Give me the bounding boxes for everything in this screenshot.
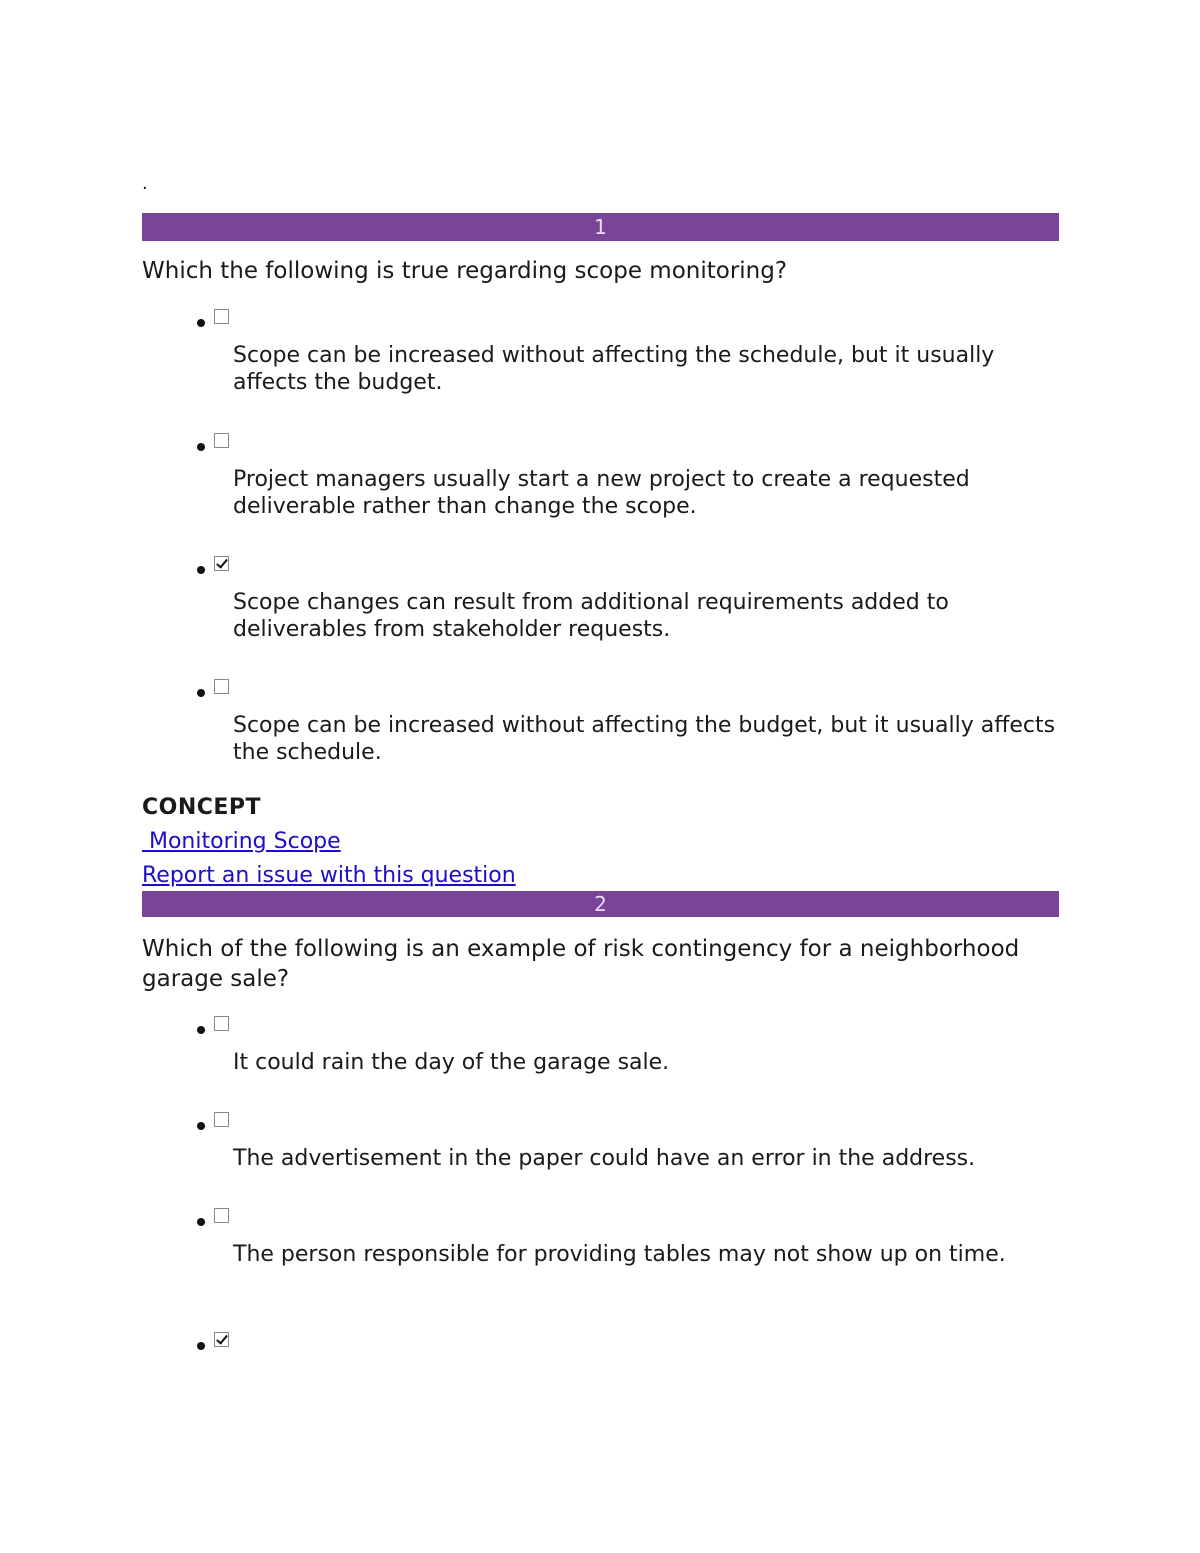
question-text: Which the following is true regarding scope monitoring? bbox=[142, 258, 788, 284]
report-issue-link[interactable]: Report an issue with this question bbox=[142, 863, 516, 888]
answer-option-text: Scope changes can result from additional requirements added to deliverables from stakeholder requests. bbox=[233, 590, 949, 642]
bullet-icon bbox=[197, 689, 205, 697]
checkbox-unchecked-icon[interactable] bbox=[214, 309, 229, 324]
checkbox-unchecked-icon[interactable] bbox=[214, 1016, 229, 1031]
answer-option-text: It could rain the day of the garage sale. bbox=[233, 1050, 670, 1075]
page-mark: . bbox=[142, 173, 148, 194]
bullet-icon bbox=[197, 319, 205, 327]
answer-option-text: Scope can be increased without affecting the budget, but it usually affects the schedule. bbox=[233, 713, 1056, 765]
bullet-icon bbox=[197, 566, 205, 574]
concept-link[interactable]: Monitoring Scope bbox=[142, 829, 341, 854]
bullet-icon bbox=[197, 443, 205, 451]
answer-option-text: The advertisement in the paper could have an error in the address. bbox=[233, 1146, 976, 1171]
answer-option-text: The person responsible for providing tables may not show up on time. bbox=[233, 1242, 1006, 1267]
answer-option-text: Scope can be increased without affecting the schedule, but it usually affects the budget. bbox=[233, 343, 995, 395]
checkbox-unchecked-icon[interactable] bbox=[214, 433, 229, 448]
checkbox-unchecked-icon[interactable] bbox=[214, 1208, 229, 1223]
question-text: Which of the following is an example of risk contingency for a neighborhood garage sale? bbox=[142, 936, 1020, 992]
bullet-icon bbox=[197, 1122, 205, 1130]
question-number-bar: 1 bbox=[142, 213, 1059, 241]
checkbox-checked-icon[interactable] bbox=[214, 556, 229, 571]
bullet-icon bbox=[197, 1218, 205, 1226]
question-number-bar: 2 bbox=[142, 891, 1059, 917]
checkbox-unchecked-icon[interactable] bbox=[214, 1112, 229, 1127]
bullet-icon bbox=[197, 1026, 205, 1034]
checkbox-checked-icon[interactable] bbox=[214, 1332, 229, 1347]
bullet-icon bbox=[197, 1342, 205, 1350]
concept-heading: CONCEPT bbox=[142, 795, 262, 820]
checkbox-unchecked-icon[interactable] bbox=[214, 679, 229, 694]
answer-option-text: Project managers usually start a new project to create a requested deliverable rather than change the scope. bbox=[233, 467, 970, 519]
